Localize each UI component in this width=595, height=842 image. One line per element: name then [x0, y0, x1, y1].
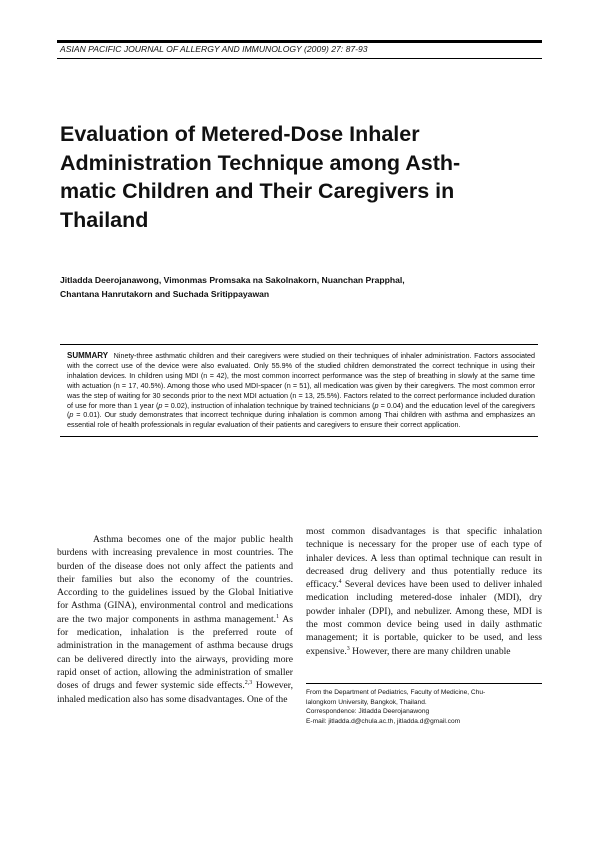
body-text: However, inhaled medication also has some disadvantages. One of the	[57, 680, 293, 705]
author-line: Chantana Hanrutakorn and Suchada Sritippayawan	[60, 288, 270, 299]
reference-marker: 3	[346, 645, 350, 652]
summary-part: = 0.04) and the education level of the caregivers (	[67, 400, 535, 420]
affiliation-footnote	[306, 688, 542, 726]
reference-marker: 4	[338, 579, 342, 585]
footnote-line: From the Department of Pediatrics, Faculty of Medicine, Chu-	[306, 689, 486, 696]
summary-part: Ninety-three asthmatic children and their caregivers were studied on their techniques of inhaler administration. Factors associated with the correct use of the device were also evaluated. Only 55.9% of the studied children demonstrated the correct technique in using their inhalation devices. In children using MDI (n = 42), the most common incorrect performance was the step of breathing in slowly at the same time with actuation (n = 17, 40.5%). Among those who used MDI-spacer (n = 51), all medication was given by their caregivers. The most common error was the step of waiting for 30 seconds prior to the next MDI actuation (n = 13, 25.5%). Factors related to the correct performance included duration of use for more than 1 year (	[67, 351, 536, 410]
author-line: Jitladda Deerojanawong, Vimonmas Promsaka na Sakolnakorn, Nuanchan Prapphal,	[60, 275, 405, 285]
reference-marker: 1	[276, 613, 280, 620]
body-column-right	[306, 525, 542, 658]
p-value-symbol: p	[374, 400, 379, 410]
footnote-line: E-mail: jitladda.d@chula.ac.th, jitladda.d@gmail.com	[306, 717, 461, 725]
title-line: Administration Technique among Asth-	[60, 150, 461, 175]
p-value-symbol: p	[158, 400, 163, 410]
article-title	[60, 120, 540, 234]
body-text: As for medication, inhalation is the preferred route of administration in the management of asthma because drugs can be delivered directly into the airways, providing more rapid onset of action, allowing the administration of smaller doses of drugs and fewer systemic side effects.	[57, 613, 294, 692]
journal-running-header: ASIAN PACIFIC JOURNAL OF ALLERGY AND IMMUNOLOGY (2009) 27: 87-93	[60, 44, 368, 54]
body-column-left	[57, 533, 293, 706]
footnote-rule	[306, 683, 542, 684]
body-text: Asthma becomes one of the major public health burdens with increasing prevalence in most countries. The burden of the disease does not only affect the patients and their families but also the economy of the countries. According to the guidelines issued by the Global Initiative for Asthma (GINA), environmental control and medications are the two major components in asthma management.	[57, 534, 293, 625]
body-text: most common disadvantages is that specific inhalation technique is necessary for the proper use of each type of inhaler devices. A less than optimal technique can result in decreased drug delivery and thus potentially reduce its efficacy.	[306, 526, 542, 591]
title-line: matic Children and Their Caregivers in	[60, 179, 455, 203]
body-paragraph	[57, 533, 293, 706]
header-top-rule	[57, 40, 542, 43]
body-text: However, there are many children unable	[349, 645, 511, 657]
body-text: Several devices have been used to deliver inhaled medication including metered-dose inhaler (MDI), dry powder inhaler (DPI), and nebulizer. Among these, MDI is the most common device being used in daily asthmatic management; it is portable, quicker to be used, and less expensive.	[306, 579, 542, 657]
summary-part: = 0.02), instruction of inhalation technique by trained technicians (	[162, 400, 375, 410]
header-bottom-rule	[57, 58, 542, 59]
p-value-symbol: p	[69, 410, 74, 420]
author-list	[60, 274, 540, 301]
title-line: Thailand	[60, 207, 149, 232]
summary-label: SUMMARY	[67, 351, 109, 360]
title-line: Evaluation of Metered-Dose Inhaler	[60, 122, 420, 146]
body-paragraph	[306, 525, 542, 658]
footnote-line: Correspondence: Jitladda Deerojanawong	[306, 708, 430, 715]
summary-text	[67, 351, 535, 430]
reference-marker: 2,3	[244, 680, 253, 687]
footnote-line: lalongkorn University, Bangkok, Thailand.	[306, 698, 427, 706]
summary-box	[60, 344, 538, 437]
summary-part: = 0.01). Our study demonstrates that incorrect technique during inhalation is common among Thai children with asthma and emphasizes an essential role of health professionals in regular evaluation of their patients and caregivers to ensure their correct application.	[67, 410, 535, 430]
